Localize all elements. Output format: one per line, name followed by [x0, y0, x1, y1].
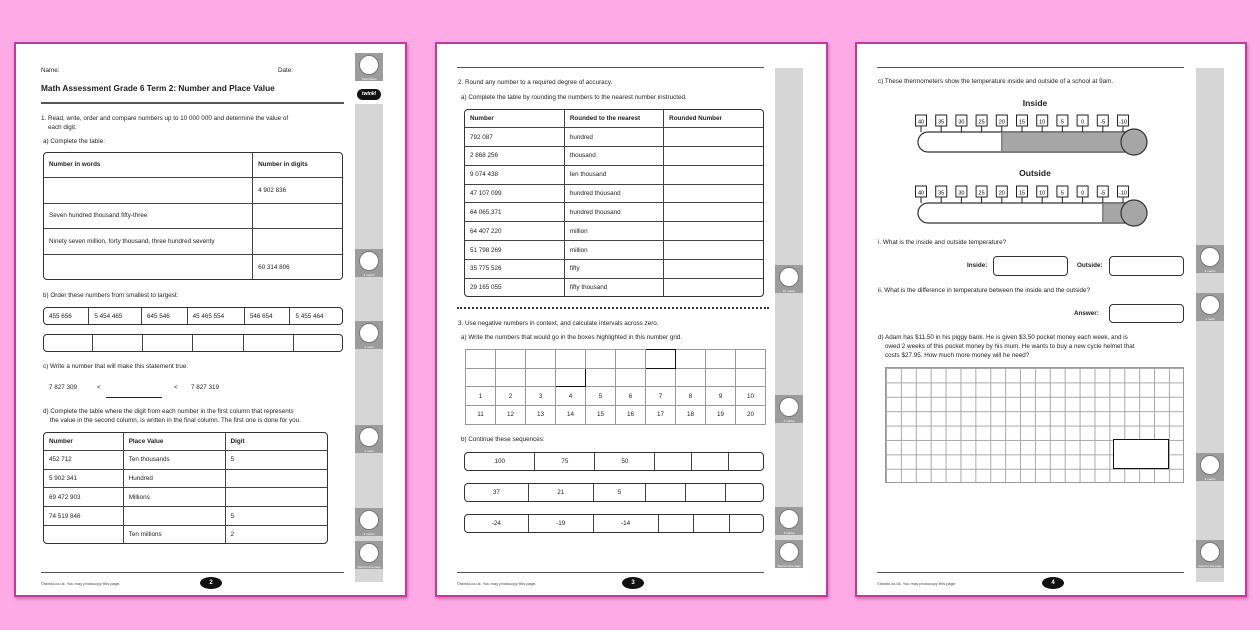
- question-d-text-cont: owed 2 weeks of this pocket money by his mum. He wants to buy a new cycle helmet that: [885, 343, 1135, 350]
- worksheet-page-4: [855, 42, 1247, 597]
- grid-cell: [526, 350, 556, 369]
- title-divider: [41, 102, 344, 104]
- column-header: Digit: [225, 433, 327, 451]
- order-numbers-row: [43, 307, 343, 325]
- grid-cell: [496, 350, 526, 369]
- scale-label: 30: [958, 190, 965, 197]
- scale-label: 25: [978, 190, 985, 197]
- table-cell: Seven hundred thousand fifty-three: [44, 203, 253, 229]
- column-header: Rounded Number: [664, 110, 763, 128]
- table-cell: 792 087: [465, 128, 564, 147]
- grid-cell: [556, 350, 586, 369]
- table-cell: Millions: [123, 488, 225, 507]
- top-divider: [457, 67, 764, 68]
- scale-label: 35: [938, 119, 945, 126]
- table-cell: 5: [225, 451, 327, 470]
- grid-cell: [706, 368, 736, 387]
- outside-label: Outside:: [1077, 262, 1103, 269]
- answer-cell[interactable]: [123, 507, 225, 526]
- answer-cell[interactable]: [243, 335, 293, 351]
- date-label: Date:: [278, 67, 294, 74]
- table-cell: 64 065,371: [465, 203, 564, 222]
- column-header: Number in digits: [253, 153, 342, 177]
- answer-cell[interactable]: [664, 203, 763, 222]
- marks-box: 10 marks: [775, 265, 803, 293]
- question-1-text-cont: each digit.: [48, 124, 77, 131]
- grid-row: [466, 350, 766, 369]
- answer-cell[interactable]: [253, 203, 342, 229]
- marks-box: 1 mark: [355, 425, 383, 453]
- table-cell: Ten thousands: [123, 451, 225, 470]
- scale-label: 5: [1060, 190, 1064, 197]
- answer-cell[interactable]: [664, 165, 763, 184]
- grid-cell: [586, 350, 616, 369]
- answer-cell[interactable]: [664, 278, 763, 296]
- compare-answer-line: [106, 397, 162, 398]
- worksheet-page-2: [14, 42, 407, 597]
- table-cell: ten thousand: [564, 165, 663, 184]
- table-cell: 60 314 806: [253, 255, 342, 279]
- question-1b-text: b) Order these numbers from smallest to largest:: [43, 292, 179, 299]
- marks-box: 1 mark: [1196, 293, 1224, 321]
- less-than-2: <: [174, 384, 178, 391]
- grid-cell: 19: [706, 406, 736, 425]
- answer-cell[interactable]: [44, 525, 123, 543]
- table-cell: 452 712: [44, 451, 123, 470]
- answer-cell[interactable]: [685, 484, 725, 501]
- grid-cell: 5: [586, 387, 616, 406]
- place-value-table: [43, 432, 328, 544]
- answer-cell[interactable]: [664, 184, 763, 203]
- grid-cell: 6: [616, 387, 646, 406]
- table-cell: million: [564, 222, 663, 241]
- question-1d-text-cont: the value in the second column, is written in the final column. The first one is done for you.: [50, 417, 301, 424]
- grid-cell: 8: [676, 387, 706, 406]
- twinkl-logo: twinkl: [357, 89, 381, 100]
- page-number: 4: [1042, 577, 1064, 589]
- scale-label: 20: [998, 190, 1005, 197]
- answer-cell[interactable]: [655, 453, 692, 470]
- question-1a-text: a) Complete the table:: [43, 138, 105, 145]
- answer-box[interactable]: [1113, 439, 1169, 469]
- thermometer-bulb: [1121, 200, 1147, 226]
- scale-label: -5: [1100, 119, 1106, 126]
- marks-box: 2 marks: [1196, 245, 1224, 273]
- table-cell: 45 465 554: [187, 308, 244, 324]
- marks-sidebar: [775, 68, 803, 568]
- marks-box: 4 marks: [355, 249, 383, 277]
- table-cell: -24: [465, 515, 528, 532]
- table-cell: 5 454 465: [89, 308, 142, 324]
- table-cell: 5: [593, 484, 645, 501]
- table-cell: Ten millions: [123, 525, 225, 543]
- working-grid: [885, 367, 1184, 483]
- page-total-box: Total for this page: [775, 540, 803, 568]
- table-header-row: [44, 433, 327, 451]
- outside-title: Outside: [1019, 168, 1051, 178]
- highlighted-box[interactable]: [646, 350, 676, 369]
- marks-box: 3 marks: [775, 507, 803, 535]
- answer-cell[interactable]: [143, 335, 193, 351]
- question-3c-text: c) These thermometers show the temperature inside and outside of a school at 9am.: [878, 78, 1114, 85]
- less-than-1: <: [97, 384, 101, 391]
- table-row: [465, 128, 763, 147]
- grid-row: [466, 387, 766, 406]
- grid-cell: [736, 350, 766, 369]
- scale-label: -10: [1119, 190, 1127, 197]
- marks-sidebar: [1196, 68, 1224, 582]
- question-1d-text: d) Complete the table where the digit from each number in the first column that represents: [43, 408, 294, 415]
- scale-label: 20: [998, 119, 1005, 126]
- question-2a-text: a) Complete the table by rounding the numbers to the nearest number instructed.: [461, 94, 687, 101]
- page-number: 3: [622, 577, 644, 589]
- footer-divider: [41, 572, 344, 573]
- grid-cell: [586, 368, 616, 387]
- grid-cell: 7: [646, 387, 676, 406]
- grid-cell: 14: [556, 406, 586, 425]
- grid-cell: [616, 368, 646, 387]
- footer-copyright: ©twinkl.co.uk. You may photocopy this page.: [877, 581, 957, 586]
- question-2-text: 2. Round any number to a required degree of accuracy.: [458, 79, 613, 86]
- grid-cell: 17: [646, 406, 676, 425]
- name-label: Name:: [41, 67, 60, 74]
- table-row: [44, 308, 342, 324]
- column-header: Place Value: [123, 433, 225, 451]
- thermometer-bulb: [1121, 129, 1147, 155]
- table-cell: 100: [465, 453, 535, 470]
- grid-cell: 16: [616, 406, 646, 425]
- table-row: [465, 146, 763, 165]
- scale-label: 25: [978, 119, 985, 126]
- table-cell: hundred thousand: [564, 203, 663, 222]
- grid-cell: 9: [706, 387, 736, 406]
- grid-cell: [706, 350, 736, 369]
- marks-box: 2 marks: [1196, 453, 1224, 481]
- table-cell: Hundred: [123, 469, 225, 488]
- table-cell: 50: [595, 453, 655, 470]
- table-cell: Ninety seven million, forty thousand, three hundred seventy: [44, 229, 253, 255]
- table-row: [465, 453, 763, 470]
- scale-label: 40: [917, 190, 925, 197]
- grid-cell: [466, 350, 496, 369]
- grid-cell: [646, 368, 676, 387]
- table-row: [44, 507, 327, 526]
- table-cell: 51 798 269: [465, 241, 564, 260]
- table-row: [44, 203, 342, 229]
- answer-cell[interactable]: [664, 241, 763, 260]
- page-total-box: Total for this page: [355, 541, 383, 569]
- question-1c-text: c) Write a number that will make this statement true:: [43, 363, 189, 370]
- inside-answer-box[interactable]: [993, 256, 1068, 276]
- table-row: [465, 241, 763, 260]
- table-row: [44, 335, 342, 351]
- footer-copyright: ©twinkl.co.uk. You may photocopy this page.: [457, 581, 537, 586]
- question-i-text: i. What is the inside and outside temperature?: [878, 239, 1007, 246]
- page-title: Math Assessment Grade 6 Term 2: Number and Place Value: [41, 83, 275, 93]
- answer-cell[interactable]: [44, 255, 253, 279]
- column-header: Rounded to the nearest: [564, 110, 663, 128]
- table-cell: million: [564, 241, 663, 260]
- column-header: Number: [465, 110, 564, 128]
- table-cell: 5 902 341: [44, 469, 123, 488]
- answer-cell[interactable]: [725, 484, 763, 501]
- answer-label: Answer:: [1074, 310, 1099, 317]
- question-3a-text: a) Write the numbers that would go in the boxes highlighted in this number grid.: [461, 334, 683, 341]
- scale-label: 30: [958, 119, 965, 126]
- table-row: [44, 525, 327, 543]
- scale-label: -10: [1119, 119, 1127, 126]
- grid-cell: 20: [736, 406, 766, 425]
- inside-label: Inside:: [967, 262, 988, 269]
- sequence-row: [464, 514, 764, 533]
- table-cell: 74 519 846: [44, 507, 123, 526]
- table-cell: hundred: [564, 128, 663, 147]
- inside-thermometer: [912, 114, 1162, 159]
- grid-cell: [676, 368, 706, 387]
- answer-cell[interactable]: [729, 515, 763, 532]
- table-cell: fifty: [564, 259, 663, 278]
- scale-label: 10: [1039, 119, 1046, 126]
- table-cell: 2 868 256: [465, 146, 564, 165]
- grid-cell: [496, 368, 526, 387]
- column-header: Number: [44, 433, 123, 451]
- answer-cell[interactable]: [664, 222, 763, 241]
- column-header: Number in words: [44, 153, 253, 177]
- grid-cell: 15: [586, 406, 616, 425]
- table-cell: 4 902 836: [253, 177, 342, 203]
- order-answer-row: [43, 334, 343, 352]
- footer-divider: [457, 572, 764, 573]
- answer-cell[interactable]: [225, 488, 327, 507]
- table-row: [465, 515, 763, 532]
- grid-cell: [526, 368, 556, 387]
- table-row: [44, 229, 342, 255]
- question-3b-text: b) Continue these sequences:: [461, 436, 545, 443]
- highlighted-box[interactable]: [556, 368, 586, 387]
- answer-cell[interactable]: [253, 229, 342, 255]
- table-row: [465, 165, 763, 184]
- scale-label: 15: [1018, 119, 1026, 126]
- table-header-row: [44, 153, 342, 177]
- table-cell: 69 472 903: [44, 488, 123, 507]
- footer-copyright: ©twinkl.co.uk. You may photocopy this page.: [41, 581, 121, 586]
- table-row: [44, 177, 342, 203]
- grid-cell: [616, 350, 646, 369]
- table-header-row: [465, 110, 763, 128]
- compare-right: 7 827 319: [191, 384, 220, 391]
- table-cell: fifty thousand: [564, 278, 663, 296]
- table-cell: 2: [225, 525, 327, 543]
- worksheet-page-3: [435, 42, 828, 597]
- inside-title: Inside: [1022, 98, 1048, 108]
- answer-cell[interactable]: [664, 259, 763, 278]
- answer-cell[interactable]: [92, 335, 142, 351]
- answer-cell[interactable]: [646, 484, 686, 501]
- rounding-table: [464, 109, 764, 297]
- table-cell: 75: [535, 453, 595, 470]
- grid-cell: 2: [496, 387, 526, 406]
- number-grid: [465, 349, 766, 425]
- grid-cell: [676, 350, 706, 369]
- page-number: 2: [200, 577, 222, 589]
- top-divider: [877, 67, 1184, 68]
- answer-cell[interactable]: [691, 453, 728, 470]
- question-d-text-cont: costs $27.95. How much more money will he need?: [885, 352, 1030, 359]
- marks-sidebar: [355, 104, 383, 582]
- grid-row: [466, 368, 766, 387]
- table-cell: hundred thousand: [564, 184, 663, 203]
- answer-cell[interactable]: [658, 515, 694, 532]
- table-cell: 546 654: [244, 308, 290, 324]
- question-1-text: 1. Read, write, order and compare numbers up to 10 000 000 and determine the value of: [41, 115, 289, 122]
- grid-cell: [466, 368, 496, 387]
- answer-cell[interactable]: [193, 335, 243, 351]
- grid-cell: 18: [676, 406, 706, 425]
- table-cell: 5 455 464: [290, 308, 342, 324]
- grid-row: [466, 406, 766, 425]
- scale-label: 0: [1081, 190, 1085, 197]
- mercury-fill: [1002, 133, 1126, 151]
- table-row: [465, 259, 763, 278]
- scale-label: -5: [1100, 190, 1106, 197]
- scale-label: 15: [1018, 190, 1026, 197]
- grid-cell: 12: [496, 406, 526, 425]
- table-row: [44, 488, 327, 507]
- table-cell: 5: [225, 507, 327, 526]
- answer-cell[interactable]: [728, 453, 763, 470]
- table-cell: 64 407 220: [465, 222, 564, 241]
- table-cell: 47 107 099: [465, 184, 564, 203]
- compare-left: 7 827 309: [49, 384, 78, 391]
- outside-answer-box[interactable]: [1109, 256, 1184, 276]
- table-cell: thousand: [564, 146, 663, 165]
- grid-cell: 3: [526, 387, 556, 406]
- number-words-table: [43, 152, 343, 280]
- scale-label: 40: [917, 119, 925, 126]
- marks-box: 2 marks: [775, 395, 803, 423]
- table-cell: 455 656: [44, 308, 89, 324]
- outside-thermometer: [912, 185, 1162, 230]
- footer-divider: [877, 572, 1184, 573]
- difference-answer-box[interactable]: [1109, 304, 1184, 323]
- table-row: [465, 184, 763, 203]
- table-row: [465, 203, 763, 222]
- answer-cell[interactable]: [225, 469, 327, 488]
- answer-cell[interactable]: [664, 128, 763, 147]
- table-row: [44, 469, 327, 488]
- scale-label: 5: [1060, 119, 1064, 126]
- scale-label: 0: [1081, 119, 1085, 126]
- total-marks-box: Total Marks: [355, 53, 383, 81]
- scale-label: 10: [1039, 190, 1046, 197]
- answer-cell[interactable]: [694, 515, 730, 532]
- grid-cell: 4: [556, 387, 586, 406]
- table-cell: 37: [465, 484, 528, 501]
- sequence-row: [464, 483, 764, 502]
- table-cell: 21: [528, 484, 593, 501]
- table-row: [465, 484, 763, 501]
- question-ii-text: ii. What is the difference in temperature between the inside and the outside?: [878, 287, 1091, 294]
- marks-box: 1 mark: [355, 321, 383, 349]
- grid-cell: [736, 368, 766, 387]
- grid-cell: 11: [466, 406, 496, 425]
- answer-cell[interactable]: [294, 335, 342, 351]
- grid-cell: 1: [466, 387, 496, 406]
- grid-cell: 13: [526, 406, 556, 425]
- table-cell: -14: [593, 515, 658, 532]
- answer-cell[interactable]: [44, 335, 92, 351]
- question-3-text: 3. Use negative numbers in context, and calculate intervals across zero.: [458, 320, 659, 327]
- table-cell: 645 546: [142, 308, 188, 324]
- page-total-box: Total for this page: [1196, 540, 1224, 568]
- table-cell: -19: [528, 515, 593, 532]
- answer-cell[interactable]: [664, 146, 763, 165]
- table-cell: 9 074 438: [465, 165, 564, 184]
- table-cell: 29 165 055: [465, 278, 564, 296]
- answer-cell[interactable]: [44, 177, 253, 203]
- table-row: [44, 255, 342, 279]
- table-cell: 35 775 526: [465, 259, 564, 278]
- table-row: [465, 278, 763, 296]
- question-d-text: d) Adam has $11.50 in his piggy bank. He is given $3.50 pocket money each week, and is: [878, 334, 1128, 341]
- sequence-row: [464, 452, 764, 471]
- table-row: [465, 222, 763, 241]
- marks-box: 4 marks: [355, 508, 383, 536]
- scale-label: 35: [938, 190, 945, 197]
- table-row: [44, 451, 327, 470]
- grid-cell: 10: [736, 387, 766, 406]
- section-divider: [457, 307, 769, 309]
